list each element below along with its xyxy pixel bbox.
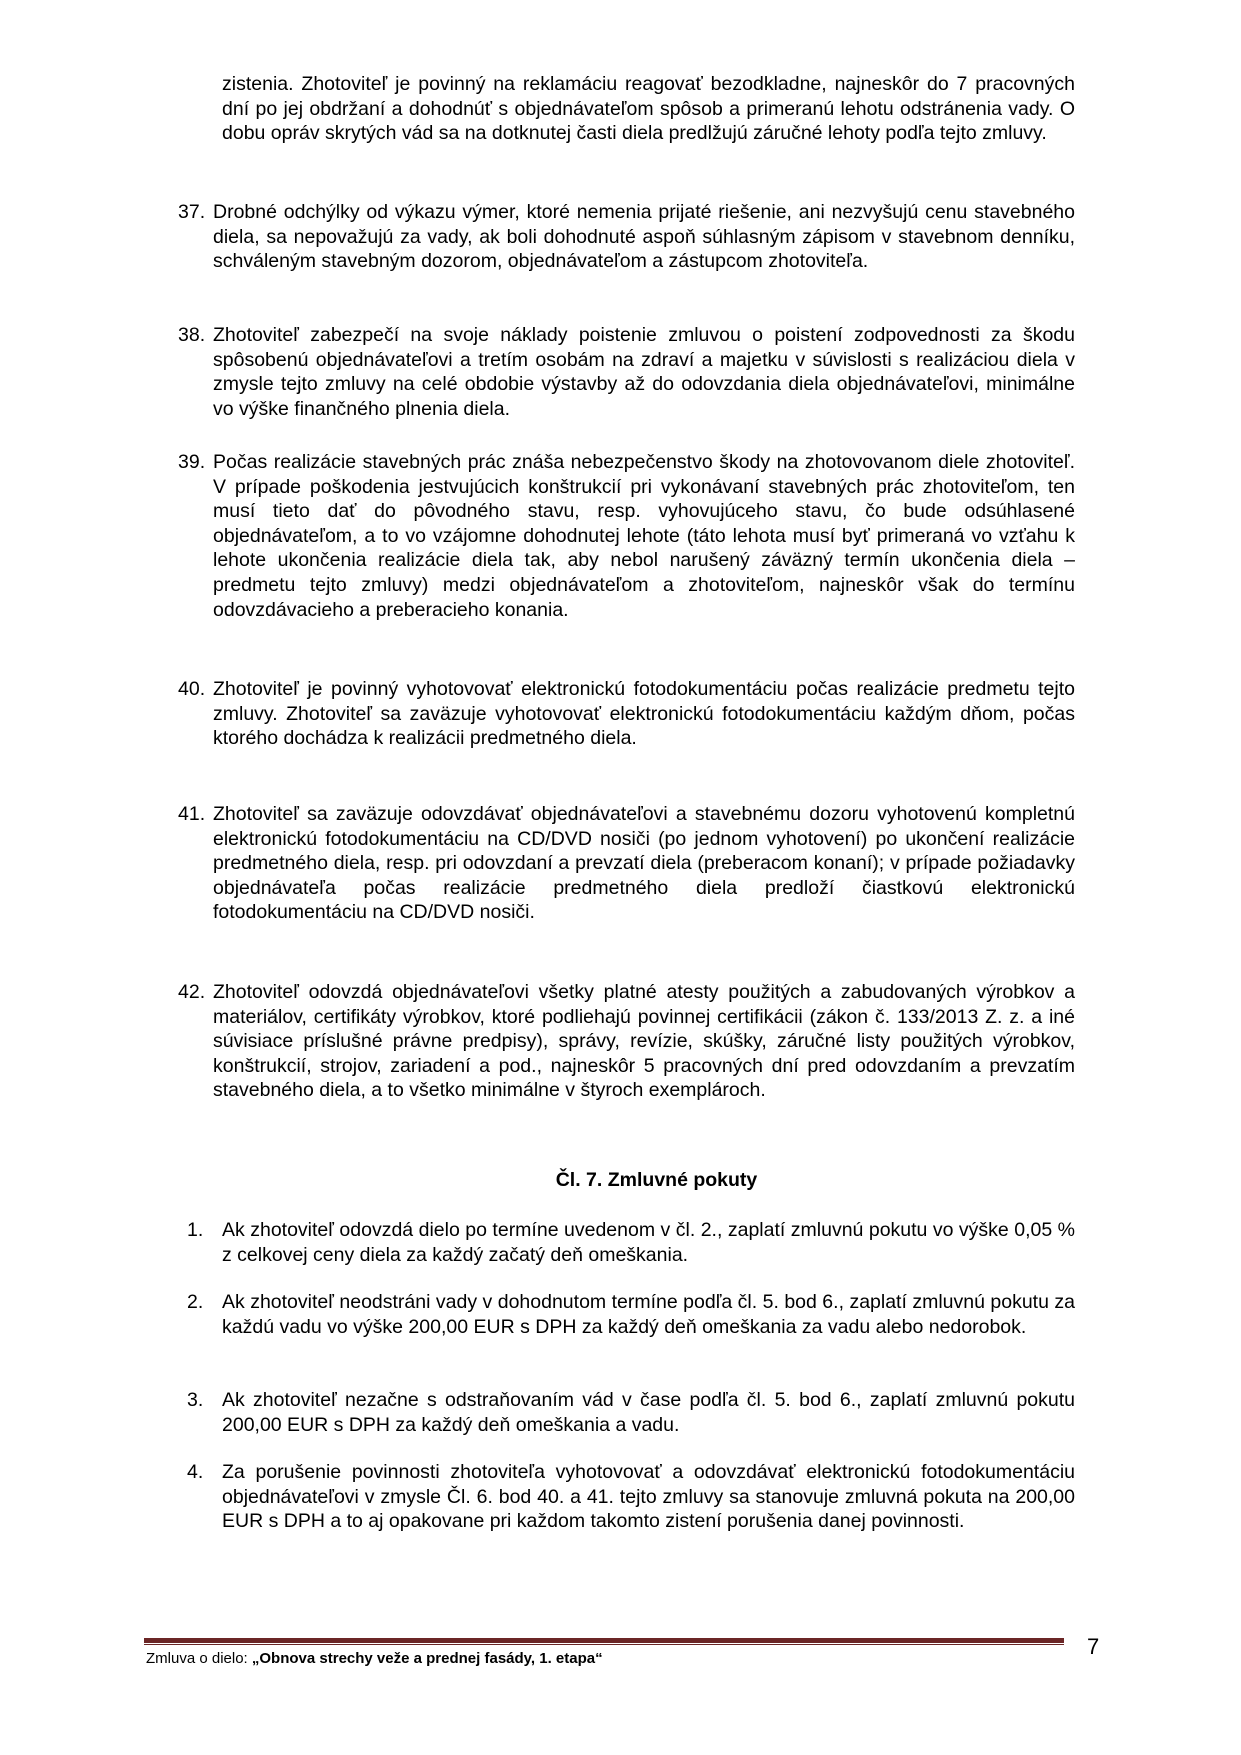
item-number: 4. [187,1461,204,1483]
footer-rule-thin [144,1644,1064,1645]
item-text: Zhotoviteľ odovzdá objednávateľovi všetky platné atesty použitých a zabudovaných výrobkov a materiálov, certifikáty výrobkov, ktoré podliehajú povinnej certifikácii (zákon č. 133/2013 Z. z. a iné súvisiace príslušné právne predpisy), správy, revízie, skúšky, záručné listy použitých výrobkov, konštrukcií, strojov, zariadení a pod., najneskôr 5 pracovných dní pred odovzdaním a prevzatím stavebného diela, a to všetko minimálne v štyroch exemplároch. [213,981,1075,1102]
continuation-paragraph [222,72,1075,146]
item-number: 3. [187,1389,204,1411]
item-text: Drobné odchýlky od výkazu výmer, ktoré nemenia prijaté riešenie, ani nezvyšujú cenu stavebného diela, sa nepovažujú za vady, ak boli dohodnuté aspoň súhlasným zápisom v stavebnom denníku, schváleným stavebným dozorom, objednávateľom a zástupcom zhotoviteľa. [213,201,1075,273]
footer-text [146,1650,603,1668]
footer-rule-thick [144,1638,1064,1643]
article7-item-1 [187,1218,1075,1267]
article6-item-41 [178,802,1075,925]
item-number: 39. [178,451,206,473]
article6-item-37 [178,200,1075,274]
footer-rule [144,1638,1064,1645]
article6-item-42 [178,980,1075,1103]
heading-text: Čl. 7. Zmluvné pokuty [555,1169,758,1191]
item-number: 2. [187,1291,204,1313]
footer-label: Zmluva o dielo: [146,1650,252,1667]
item-text: Za porušenie povinnosti zhotoviteľa vyhotovovať a odovzdávať elektronickú fotodokumentáciu objednávateľovi v zmysle Čl. 6. bod 40. a 41. tejto zmluvy sa stanovuje zmluvná pokuta na 200,00 EUR s DPH a to aj opakovane pri každom takomto zistení porušenia danej povinnosti. [222,1461,1075,1533]
item-number: 42. [178,981,206,1003]
article6-item-39 [178,450,1075,622]
page-number: 7 [1087,1634,1100,1659]
article7-item-2 [187,1290,1075,1339]
paragraph-text: zistenia. Zhotoviteľ je povinný na reklamáciu reagovať bezodkladne, najneskôr do 7 pracovných dní po jej obdržaní a dohodnúť s objednávateľom spôsob a primeranú lehotu odstránenia vady. O dobu opráv skrytých vád sa na dotknutej časti diela predlžujú záručné lehoty podľa tejto zmluvy. [222,73,1075,145]
article7-heading [0,1168,1241,1192]
footer-title: „Obnova strechy veže a prednej fasády, 1. etapa“ [251,1650,603,1667]
item-number: 1. [187,1219,204,1241]
article6-item-38 [178,323,1075,421]
item-number: 38. [178,324,206,346]
item-number: 37. [178,201,206,223]
item-number: 41. [178,803,206,825]
item-text: Počas realizácie stavebných prác znáša nebezpečenstvo škody na zhotovovanom diele zhotoviteľ. V prípade poškodenia jestvujúcich konštrukcií pri vykonávaní stavebných prác zhotoviteľom, ten musí tieto dať do pôvodného stavu, resp. vyhovujúceho stavu, čo bude odsúhlasené objednávateľom, a to vo vzájomne dohodnutej lehote (táto lehota musí byť primeraná vo vzťahu k lehote ukončenia realizácie diela tak, aby nebol narušený záväzný termín ukončenia diela – predmetu tejto zmluvy) medzi objednávateľom a zhotoviteľom, najneskôr však do termínu odovzdávacieho a preberacieho konania. [213,451,1075,621]
item-text: Zhotoviteľ sa zaväzuje odovzdávať objednávateľovi a stavebnému dozoru vyhotovenú kompletnú elektronickú fotodokumentáciu na CD/DVD nosiči (po jednom vyhotovení) po ukončení realizácie predmetného diela, resp. pri odovzdaní a prevzatí diela (preberacom konaní); v prípade požiadavky objednávateľa počas realizácie predmetného diela predloží čiastkovú elektronickú fotodokumentáciu na CD/DVD nosiči. [213,803,1075,924]
item-text: Ak zhotoviteľ neodstráni vady v dohodnutom termíne podľa čl. 5. bod 6., zaplatí zmluvnú pokutu za každú vadu vo výške 200,00 EUR s DPH za každý deň omeškania za vadu alebo nedorobok. [222,1291,1075,1338]
article7-item-4 [187,1460,1075,1534]
item-text: Ak zhotoviteľ nezačne s odstraňovaním vád v čase podľa čl. 5. bod 6., zaplatí zmluvnú pokutu 200,00 EUR s DPH za každý deň omeškania a vadu. [222,1389,1075,1436]
item-text: Zhotoviteľ je povinný vyhotovovať elektronickú fotodokumentáciu počas realizácie predmetu tejto zmluvy. Zhotoviteľ sa zaväzuje vyhotovovať elektronickú fotodokumentáciu každým dňom, počas ktorého dochádza k realizácii predmetného diela. [213,678,1075,750]
item-text: Ak zhotoviteľ odovzdá dielo po termíne uvedenom v čl. 2., zaplatí zmluvnú pokutu vo výške 0,05 % z celkovej ceny diela za každý začatý deň omeškania. [222,1219,1075,1266]
item-text: Zhotoviteľ zabezpečí na svoje náklady poistenie zmluvou o poistení zodpovednosti za škodu spôsobenú objednávateľovi a tretím osobám na zdraví a majetku v súvislosti s realizáciou diela v zmysle tejto zmluvy na celé obdobie výstavby až do odovzdania diela objednávateľovi, minimálne vo výške finančného plnenia diela. [213,324,1075,420]
article7-item-3 [187,1388,1075,1437]
item-number: 40. [178,678,206,700]
article6-item-40 [178,677,1075,751]
